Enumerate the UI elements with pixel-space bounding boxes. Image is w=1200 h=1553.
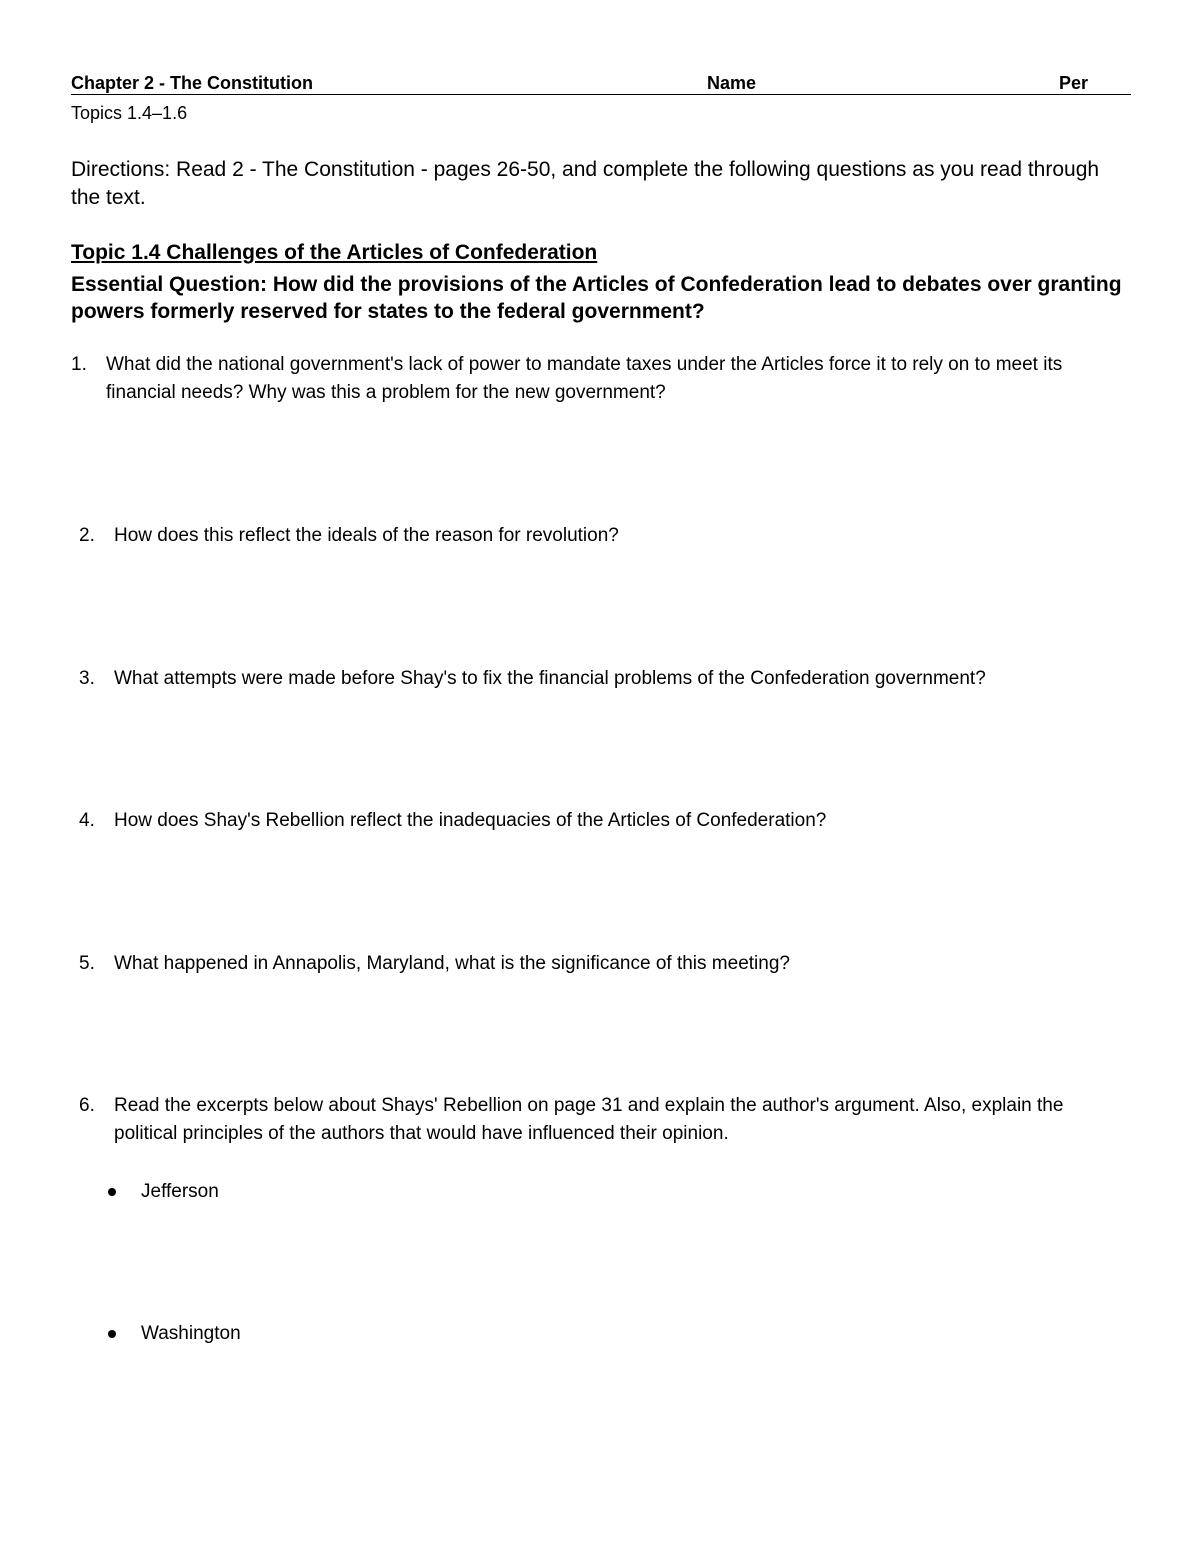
question-text: How does this reflect the ideals of the reason for revolution? — [114, 525, 619, 546]
question-text: What happened in Annapolis, Maryland, what is the significance of this meeting? — [114, 953, 790, 974]
directions-text: Directions: Read 2 - The Constitution - pages 26-50, and complete the following questions as you read through the text. — [71, 158, 1100, 209]
question-text: What attempts were made before Shay's to fix the financial problems of the Confederation government? — [114, 668, 986, 689]
question-number: 3. — [79, 668, 95, 689]
name-label: Name — [707, 73, 757, 93]
bullet-text: Jefferson — [141, 1181, 219, 1202]
essential-question: Essential Question: How did the provisions of the Articles of Confederation lead to debates over granting powers formerly reserved for states to the federal government? — [71, 273, 1122, 323]
topics-line: Topics 1.4–1.6 — [71, 103, 188, 123]
question-number: 2. — [79, 525, 95, 546]
question-text: How does Shay's Rebellion reflect the inadequacies of the Articles of Confederation? — [114, 810, 827, 831]
header-line — [71, 72, 1131, 95]
chapter-title: Chapter 2 - The Constitution — [71, 73, 313, 93]
question-text: What did the national government's lack of power to mandate taxes under the Articles force it to rely on to meet its financial needs? Why was this a problem for the new government? — [106, 354, 1063, 403]
section-title: Topic 1.4 Challenges of the Articles of Confederation — [71, 241, 598, 264]
question-number: 5. — [79, 953, 95, 974]
period-label: Per — [1059, 73, 1089, 93]
bullet-dot-icon — [108, 1330, 116, 1338]
question-number: 1. — [71, 354, 87, 375]
question-number: 4. — [79, 810, 95, 831]
question-number: 6. — [79, 1095, 95, 1116]
bullet-dot-icon — [108, 1188, 116, 1196]
question-text: Read the excerpts below about Shays' Rebellion on page 31 and explain the author's argument. Also, explain the political principles of the authors that would have influenced their opinion. — [114, 1095, 1064, 1144]
bullet-text: Washington — [141, 1323, 241, 1344]
